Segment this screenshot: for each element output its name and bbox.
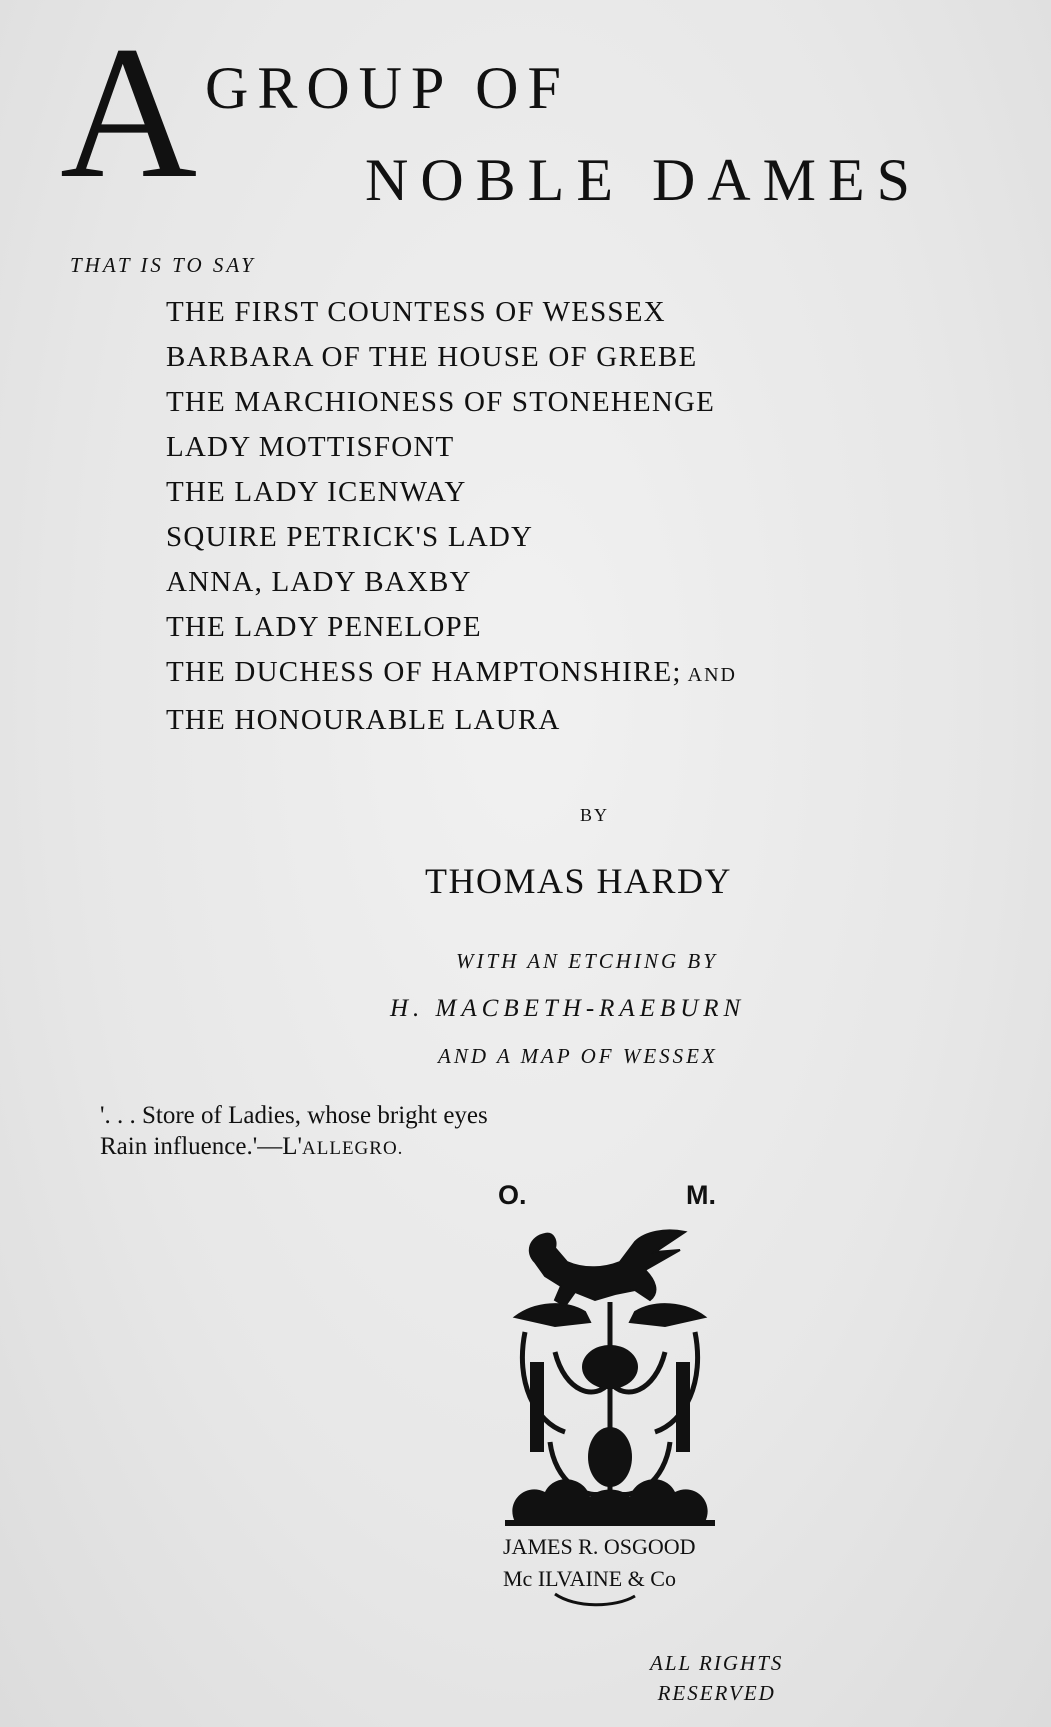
etching-credit-line-1: WITH AN ETCHING BY — [456, 949, 718, 973]
contents-and: AND — [687, 664, 737, 686]
by-label: BY — [580, 805, 610, 825]
epigraph-line-1: '. . . Store of Ladies, whose bright eyes — [100, 1102, 488, 1129]
rights-line-2: RESERVED — [657, 1681, 776, 1705]
publisher-device-icon — [495, 1222, 725, 1612]
contents-item: ANNA, LADY BAXBY — [166, 566, 472, 598]
publisher-device-line-2: Mc ILVAINE & Co — [503, 1566, 676, 1591]
etching-credit-line-2: H. MACBETH-RAEBURN — [390, 995, 746, 1022]
epigraph — [100, 1100, 488, 1164]
contents-item: SQUIRE PETRICK'S LADY — [166, 521, 534, 553]
contents-item: THE MARCHIONESS OF STONEHENGE — [166, 386, 716, 418]
publisher-initial-right: M. — [686, 1180, 716, 1210]
publisher-initial-left: O. — [498, 1180, 527, 1210]
publisher-device-line-1: JAMES R. OSGOOD — [503, 1534, 696, 1559]
contents-item: THE LADY PENELOPE — [166, 611, 482, 643]
contents-item: BARBARA OF THE HOUSE OF GREBE — [166, 341, 698, 373]
rights-line-1: ALL RIGHTS — [650, 1651, 784, 1675]
contents-list — [166, 290, 737, 743]
title-line-1: GROUP OF — [205, 55, 570, 121]
etching-credit-line-3: AND A MAP OF WESSEX — [438, 1044, 718, 1068]
contents-item: THE FIRST COUNTESS OF WESSEX — [166, 296, 666, 328]
contents-item: THE LADY ICENWAY — [166, 476, 467, 508]
contents-item: THE DUCHESS OF HAMPTONSHIRE; AND — [166, 656, 737, 688]
epigraph-line-2: Rain influence.'—L'ALLEGRO. — [100, 1133, 404, 1160]
author-name: THOMAS HARDY — [425, 861, 733, 901]
rights-notice — [650, 1648, 783, 1708]
intro-text: THAT IS TO SAY — [70, 253, 256, 277]
contents-item: THE HONOURABLE LAURA — [166, 704, 561, 736]
drop-cap: A — [60, 8, 198, 218]
title-line-2: NOBLE DAMES — [365, 147, 923, 213]
contents-item: LADY MOTTISFONT — [166, 431, 455, 463]
